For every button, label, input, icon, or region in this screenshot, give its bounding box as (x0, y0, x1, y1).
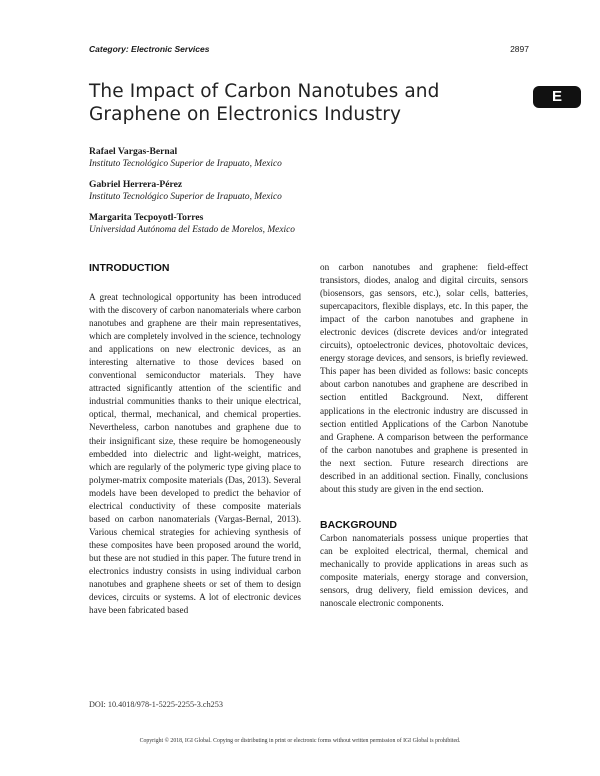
paper-title: The Impact of Carbon Nanotubes and Graphene on Electronics Industry (89, 81, 440, 125)
author-affiliation: Instituto Tecnológico Superior de Irapuato, Mexico (89, 192, 282, 202)
doi-line: DOI: 10.4018/978-1-5225-2255-3.ch253 (89, 700, 223, 709)
introduction-paragraph: A great technological opportunity has been introduced with the discovery of carbon nanomaterials where carbon nanotubes and graphene are their main representatives, which are completely involved in the science, technology and applications on new electronic devices, as an interesting alternative to those devices based on conventional semiconductor materials. They have attracted significantly attention of the scientific and industrial communities thanks to their unique electrical, optical, thermal, mechanical, and chemical properties. Nevertheless, carbon nanotubes and graphene due to their insignificant size, these require be homogeneously embedded into dielectric and light-weight, matrices, which are regularly of the polymeric type giving place to polymer-matrix composite materials (Das, 2013). Several models have been developed to predict the behavior of electrical conductivity of these composite materials based on carbon nanomaterials (Vargas-Bernal, 2013). Various chemical strategies for achieving synthesis of these composites have been proposed around the world, but these are not studied in this paper. The future trend in electronics industry consists in using individual carbon nanotubes and graphene sheets or set of them to design devices, circuits or systems. A lot of electronic devices have been fabricated based (89, 292, 301, 616)
author-affiliation: Instituto Tecnológico Superior de Irapuato, Mexico (89, 159, 282, 169)
author-entry (89, 179, 529, 203)
introduction-continuation: on carbon nanotubes and graphene: field-effect transistors, diodes, analog and digital circuits, sensors (biosensors, gas sensors, etc.), solar cells, batteries, supercapacitors, flexible displays, etc. In this paper, the impact of the carbon nanotubes and graphene in electronic devices (discrete devices and/or integrated circuits), optoelectronic devices, photovoltaic devices, energy storage devices, and sensors, is briefly reviewed. This paper has been divided as follows: basic concepts about carbon nanotubes and graphene are described in section entitled Background. Next, different applications in the electronic industry are discussed in section entitled Applications of the Carbon Nanotube and Graphene. A comparison between the performance of the carbon nanotubes and graphene is presented in the next section. Future research directions are described in an additional section. Finally, conclusions about this study are given in the end section. (320, 262, 528, 494)
author-entry (89, 212, 529, 236)
background-heading: BACKGROUND (320, 518, 397, 531)
author-list (89, 146, 529, 245)
background-paragraph: Carbon nanomaterials possess unique properties that can be exploited electrical, thermal, chemical and mechanically to provide applications in areas such as composite materials, energy storage and conversion, sensors, drug delivery, field emission devices, and nanoscale electronic components. (320, 532, 528, 609)
copyright-footer: Copyright © 2018, IGI Global. Copying or distributing in print or electronic forms without written permission of IGI Global is prohibited. (139, 738, 461, 744)
introduction-heading: INTRODUCTION (89, 262, 170, 274)
author-affiliation: Universidad Autónoma del Estado de Morelos, Mexico (89, 225, 295, 235)
section-tab-badge: E (533, 86, 581, 108)
page-number: 2897 (510, 44, 529, 54)
right-column (320, 261, 528, 610)
running-header-category: Category: Electronic Services (89, 44, 210, 54)
author-name: Gabriel Herrera-Pérez (89, 179, 183, 190)
author-entry (89, 146, 529, 170)
author-name: Rafael Vargas-Bernal (89, 146, 178, 157)
left-column (89, 261, 301, 617)
author-name: Margarita Tecpoyotl-Torres (89, 212, 204, 223)
